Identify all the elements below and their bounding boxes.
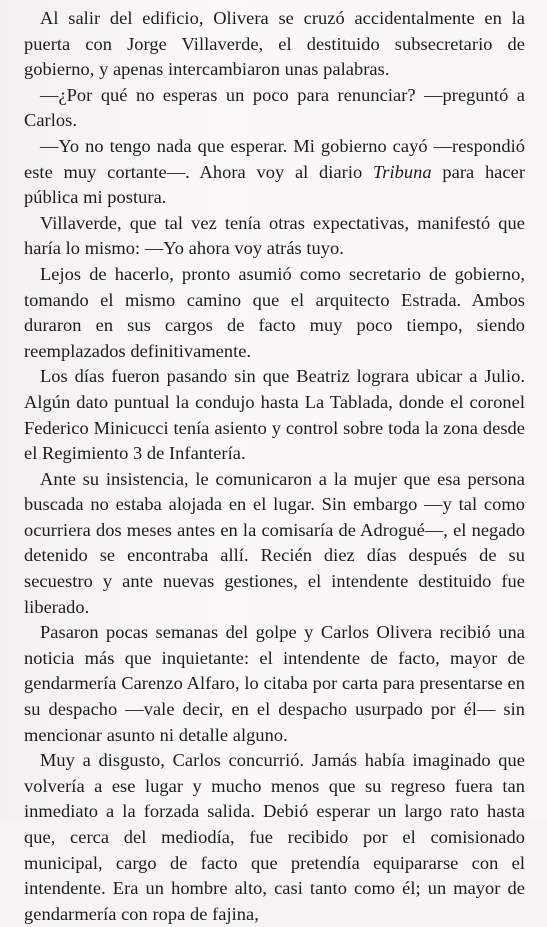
paragraph-text: Villaverde, que tal vez tenía otras expectativas, manifestó que haría lo mismo: —Yo ahora voy atrás tuyo.	[24, 212, 525, 259]
paragraph	[24, 467, 525, 621]
paragraph	[24, 134, 525, 211]
paragraph	[24, 6, 525, 83]
paragraph-text: para hacer pública mi postura.	[24, 161, 525, 208]
paragraph-text: Pasaron pocas semanas del golpe y Carlos Olivera recibió una noticia más que inquietante: el intendente de facto, mayor de gendarmería Carenzo Alfaro, lo citaba por carta para presentarse en su despacho —vale decir, en el despacho usurpado por él— sin mencionar asunto ni detalle alguno.	[24, 622, 525, 745]
paragraph-text: Muy a disgusto, Carlos concurrió. Jamás había imaginado que volvería a ese lugar y mucho menos que su regreso fuera tan inmediato a la forzada salida. Debió esperar un largo rato hasta que, cerca del mediodía, fue recibido por el comisionado municipal, cargo de facto que pretendía equipararse con el intendente. Era un hombre alto, casi tanto como él; un mayor de gendarmería con ropa de fajina,	[24, 750, 525, 924]
paragraph-text: Ante su insistencia, le comunicaron a la mujer que esa persona buscada no estaba alojada en el lugar. Sin embargo —y tal como ocurriera dos meses antes en la comisaría de Adrogué—, el negado detenido se encontraba allí. Recién diez días después de su secuestro y ante nuevas gestiones, el intendente destituido fue liberado.	[24, 468, 525, 617]
paragraph-text: Lejos de hacerlo, pronto asumió como secretario de gobierno, tomando el mismo camino que el arquitecto Estrada. Ambos duraron en sus cargos de facto muy poco tiempo, siendo reemplazados definitivamente.	[24, 263, 525, 361]
paragraph	[24, 748, 525, 927]
paragraph-text: Al salir del edificio, Olivera se cruzó accidentalmente en la puerta con Jorge Villaverde, el destituido subsecretario de gobierno, y apenas intercambiaron unas palabras.	[24, 8, 525, 80]
paragraph-text: —¿Por qué no esperas un poco para renunciar? —preguntó a Carlos.	[24, 84, 525, 131]
paragraph	[24, 620, 525, 748]
paragraph	[24, 211, 525, 262]
paragraph	[24, 364, 525, 466]
paragraph-text: Los días fueron pasando sin que Beatriz lograra ubicar a Julio. Algún dato puntual la condujo hasta La Tablada, donde el coronel Federico Minicucci tenía asiento y control sobre toda la zona desde el Regimiento 3 de Infantería.	[24, 366, 525, 464]
paragraph-text: —Yo no tengo nada que esperar. Mi gobierno cayó —respondió este muy cortante—. Ahora voy al diario	[24, 135, 525, 182]
paragraph	[24, 83, 525, 134]
page-text	[24, 6, 525, 927]
italic-title-text: Tribuna	[373, 161, 432, 182]
paragraph	[24, 262, 525, 364]
